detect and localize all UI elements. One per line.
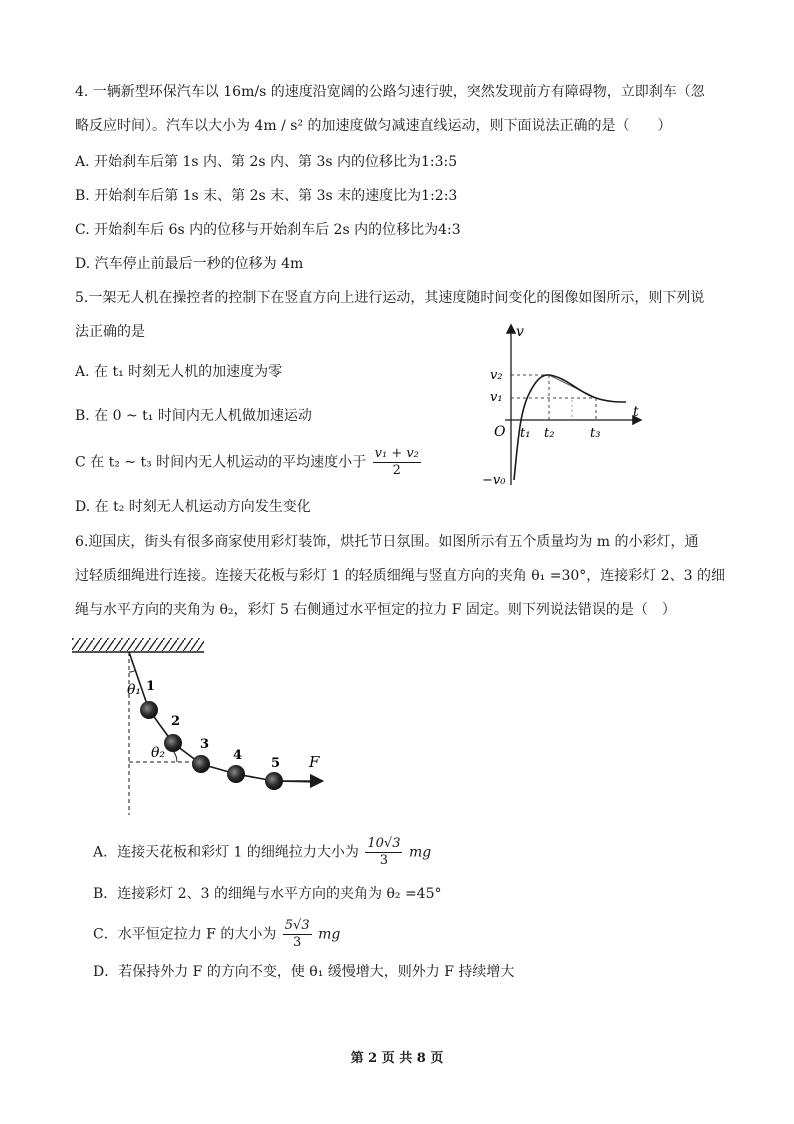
q6-option-c-fraction xyxy=(283,918,312,951)
fraction-numerator: 10√3 xyxy=(367,836,401,851)
graph-v2-label: v₂ xyxy=(490,368,503,383)
fraction-numerator: v₁ + v₂ xyxy=(374,446,419,461)
q5-option-c-fraction xyxy=(373,446,421,479)
q6-lanterns-figure xyxy=(65,630,355,820)
q5-option-b: B. 在 0 ~ t₁ 时间内无人机做加速运动 xyxy=(75,408,312,424)
q6-option-a-text: A．连接天花板和彩灯 1 的细绳拉力大小为 xyxy=(93,844,359,861)
q4-stem-line1: 4. 一辆新型环保汽车以 16m/s 的速度沿宽阔的公路匀速行驶，突然发现前方有障碍物，立即刹车（忽 xyxy=(75,84,705,100)
q6-option-b: B．连接彩灯 2、3 的细绳与水平方向的夹角为 θ₂ =45° xyxy=(93,886,442,902)
q5-option-c-text: C 在 t₂ ~ t₃ 时间内无人机运动的平均速度小于 xyxy=(75,454,367,471)
lamp-3-label: 3 xyxy=(200,737,210,752)
q4-option-b: B. 开始刹车后第 1s 末、第 2s 末、第 3s 末的速度比为1:2:3 xyxy=(75,188,458,204)
graph-t2-label: t₂ xyxy=(544,426,555,441)
q6-option-a-fraction xyxy=(365,836,402,869)
theta1-label: θ₁ xyxy=(127,682,142,698)
graph-neg-v0-label: −v₀ xyxy=(482,473,506,488)
q6-option-a xyxy=(93,836,431,869)
fraction-numerator: 5√3 xyxy=(284,918,310,933)
ceiling-hatch xyxy=(72,638,204,651)
q5-stem-line1: 5.一架无人机在操控者的控制下在竖直方向上进行运动，其速度随时间变化的图像如图所示，则下列说 xyxy=(75,290,705,306)
q6-option-c-unit: mg xyxy=(318,926,341,943)
lamp-3 xyxy=(192,755,210,773)
q5-option-d: D. 在 t₂ 时刻无人机运动方向发生变化 xyxy=(75,499,311,515)
lamp-5 xyxy=(265,772,283,790)
graph-t3-label: t₃ xyxy=(590,426,601,441)
q5-stem-line2: 法正确的是 xyxy=(75,324,145,340)
q6-option-d: D．若保持外力 F 的方向不变，使 θ₁ 缓慢增大，则外力 F 持续增大 xyxy=(93,964,515,980)
q6-option-c xyxy=(93,918,340,951)
graph-v-label: v xyxy=(516,324,524,340)
graph-t1-label: t₁ xyxy=(520,426,531,441)
q6-option-c-text: C．水平恒定拉力 F 的大小为 xyxy=(93,926,277,943)
fraction-denominator: 3 xyxy=(379,853,389,868)
fraction-denominator: 3 xyxy=(293,935,302,950)
lamp-4 xyxy=(227,765,245,783)
q6-stem-line1: 6.迎国庆，街头有很多商家使用彩灯装饰，烘托节日氛围。如图所示有五个质量均为 m 的小彩灯，通 xyxy=(75,534,699,550)
q6-stem-line3: 绳与水平方向的夹角为 θ₂，彩灯 5 右侧通过水平恒定的拉力 F 固定。则下列说法错误的是（ ） xyxy=(75,602,676,618)
q5-velocity-time-graph xyxy=(478,320,648,495)
lamp-5-label: 5 xyxy=(271,756,281,771)
q4-option-c: C. 开始刹车后 6s 内的位移与开始刹车后 2s 内的位移比为4:3 xyxy=(75,222,461,238)
lamp-2 xyxy=(164,734,182,752)
q5-option-c xyxy=(75,446,423,479)
page-footer: 第 2 页 共 8 页 xyxy=(350,1051,444,1066)
q6-option-a-unit: mg xyxy=(408,844,432,861)
lamp-2-label: 2 xyxy=(171,714,181,729)
q6-stem-line2: 过轻质细绳进行连接。连接天花板与彩灯 1 的轻质细绳与竖直方向的夹角 θ₁ =30°，连接彩灯 2、3 的细 xyxy=(75,568,726,584)
lamp-4-label: 4 xyxy=(233,748,243,763)
q4-option-d: D. 汽车停止前最后一秒的位移为 4m xyxy=(75,256,304,272)
lamp-1 xyxy=(140,701,158,719)
q4-stem-line2: 略反应时间）。汽车以大小为 4m / s² 的加速度做匀减速直线运动，则下面说法正确的是（ ） xyxy=(75,118,672,134)
graph-origin-label: O xyxy=(494,424,506,440)
velocity-curve xyxy=(514,375,626,480)
theta2-label: θ₂ xyxy=(151,745,166,761)
graph-t-label: t xyxy=(633,404,639,420)
force-label: F xyxy=(309,753,320,771)
q5-option-a: A. 在 t₁ 时刻无人机的加速度为零 xyxy=(75,364,283,380)
fraction-denominator: 2 xyxy=(392,463,401,478)
q4-option-a: A. 开始刹车后第 1s 内、第 2s 内、第 3s 内的位移比为1:3:5 xyxy=(75,154,458,170)
lamp-1-label: 1 xyxy=(146,679,156,694)
graph-v1-label: v₁ xyxy=(490,390,503,405)
